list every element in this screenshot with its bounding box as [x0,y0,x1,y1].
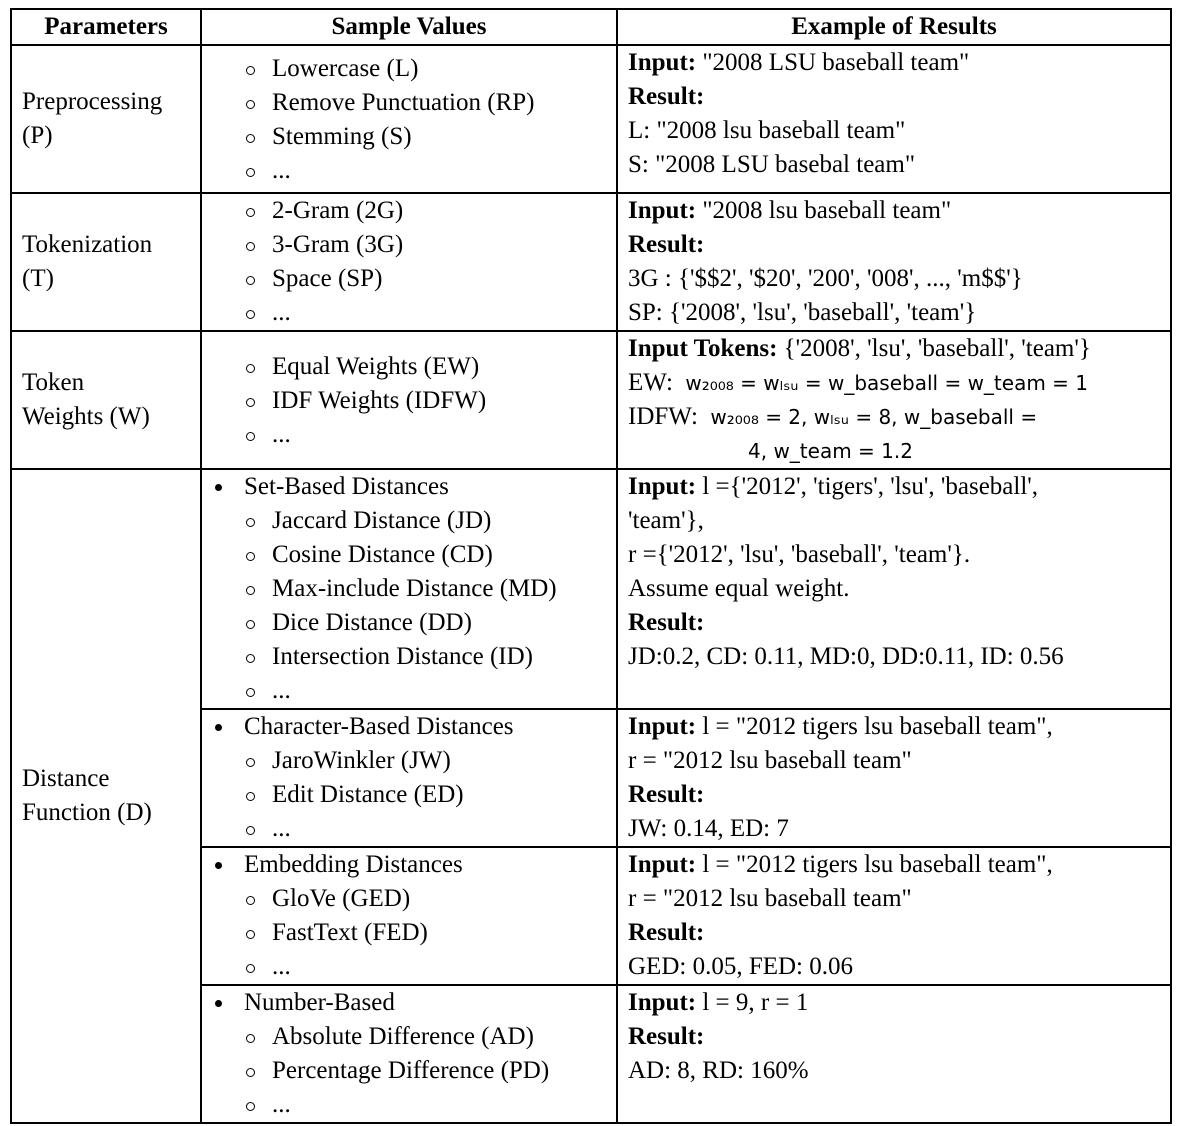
results-preprocessing: Input: "2008 LSU baseball team" Result: L: "2008 lsu baseball team" S: "2008 LSU basebal team" [617,45,1171,193]
list-item: ... [202,674,616,708]
list-item: IDF Weights (IDFW) [202,384,616,418]
samples-distance-embed [201,847,617,985]
samples-distance-char [201,709,617,847]
list-item: ... [202,950,616,984]
list-item: Space (SP) [202,262,616,296]
list-item: Jaccard Distance (JD) [202,504,616,538]
header-sample-values: Sample Values [201,9,617,45]
list-item: ... [202,154,616,188]
results-distance-char: Input: l = "2012 tigers lsu baseball team", r = "2012 lsu baseball team" Result: JW: 0.14, ED: 7 [617,709,1171,847]
header-row [11,9,1171,45]
result-line: S: "2008 LSU basebal team" [628,151,916,178]
list-item: ... [202,812,616,846]
list-item: ... [202,296,616,330]
idfw-math-cont: 4, w_team = 1.2 [748,439,913,463]
list-item: FastText (FED) [202,916,616,950]
list-item: Cosine Distance (CD) [202,538,616,572]
param-preprocessing: Preprocessing (P) [11,45,201,193]
results-distance-set: Input: l ={'2012', 'tigers', 'lsu', 'baseball', 'team'}, r ={'2012', 'lsu', 'baseball', 'team'}. Assume equal weight. Result: JD:0.2, CD: 0.11, MD:0, DD:0.11, ID: 0.56 [617,469,1171,709]
results-distance-embed: Input: l = "2012 tigers lsu baseball team", r = "2012 lsu baseball team" Result: GED: 0.05, FED: 0.06 [617,847,1171,985]
param-tokenization: Tokenization (T) [11,193,201,331]
list-item: Intersection Distance (ID) [202,640,616,674]
idfw-label: IDFW: [628,403,698,430]
list-item: Dice Distance (DD) [202,606,616,640]
result-label: Result: [628,231,705,258]
list-item: Lowercase (L) [202,52,616,86]
input-label: Input: [628,197,697,224]
param-weights: Token Weights (W) [11,331,201,469]
list-item: Stemming (S) [202,120,616,154]
samples-weights [201,331,617,469]
row-tokenization [11,193,1171,331]
ew-math: w₂₀₀₈ = wₗₛᵤ = w_baseball = w_team = 1 [685,371,1089,395]
result-line: 3G : {'$$2', '$20', '200', '008', ..., 'm$$'} [628,265,1023,292]
results-tokenization: Input: "2008 lsu baseball team" Result: 3G : {'$$2', '$20', '200', '008', ..., 'm$$'} SP: {'2008', 'lsu', 'baseball', 'team'} [617,193,1171,331]
idfw-math: w₂₀₀₈ = 2, wₗₛᵤ = 8, w_baseball = [710,405,1038,429]
list-item: Remove Punctuation (RP) [202,86,616,120]
input-label: Input Tokens: [628,335,778,362]
samples-tokenization [201,193,617,331]
results-distance-number: Input: l = 9, r = 1 Result: AD: 8, RD: 160% [617,985,1171,1123]
samples-preprocessing [201,45,617,193]
results-weights: Input Tokens: {'2008', 'lsu', 'baseball', 'team'} EW: w₂₀₀₈ = wₗₛᵤ = w_baseball = w_team = 1 IDFW: w₂₀₀₈ = 2, wₗₛᵤ = 8, w_baseball = 4, w_team = 1.2 [617,331,1171,469]
samples-distance-set [201,469,617,709]
category-item: Character-Based Distances [202,710,616,744]
samples-distance-number [201,985,617,1123]
row-distance-set [11,469,1171,709]
row-preprocessing [11,45,1171,193]
list-item: ... [202,1088,616,1122]
category-item: Embedding Distances [202,848,616,882]
header-parameters: Parameters [11,9,201,45]
category-item: Set-Based Distances [202,470,616,504]
ew-label: EW: [628,369,673,396]
list-item: Edit Distance (ED) [202,778,616,812]
result-line: SP: {'2008', 'lsu', 'baseball', 'team'} [628,299,977,326]
param-distance: Distance Function (D) [11,469,201,1123]
list-item: JaroWinkler (JW) [202,744,616,778]
result-label: Result: [628,83,705,110]
list-item: Equal Weights (EW) [202,350,616,384]
category-item: Number-Based [202,986,616,1020]
list-item: Absolute Difference (AD) [202,1020,616,1054]
list-item: Max-include Distance (MD) [202,572,616,606]
parameters-table [10,8,1172,1124]
header-example-results: Example of Results [617,9,1171,45]
list-item: Percentage Difference (PD) [202,1054,616,1088]
list-item: ... [202,418,616,452]
result-line: L: "2008 lsu baseball team" [628,117,906,144]
input-label: Input: [628,49,697,76]
list-item: GloVe (GED) [202,882,616,916]
row-weights [11,331,1171,469]
list-item: 2-Gram (2G) [202,194,616,228]
list-item: 3-Gram (3G) [202,228,616,262]
